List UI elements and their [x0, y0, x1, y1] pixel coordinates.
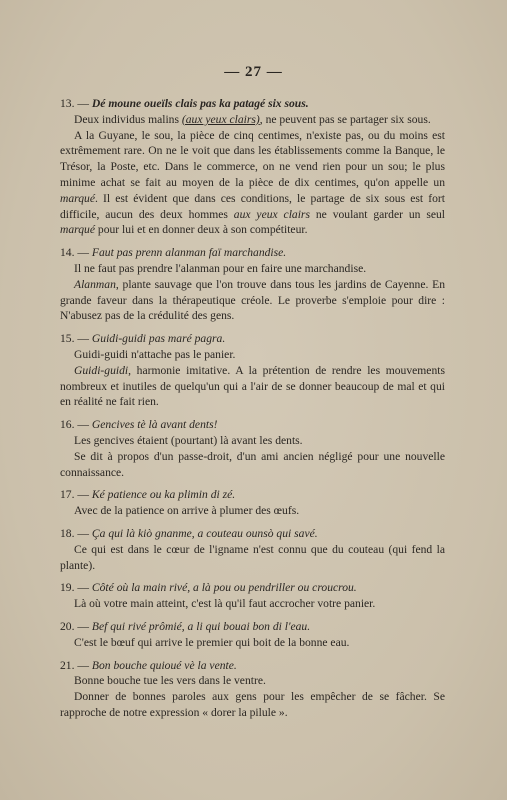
- dash: —: [77, 488, 89, 502]
- proverb-entry-18: [60, 526, 445, 573]
- proverb-entry-17: [60, 487, 445, 519]
- translation: [60, 433, 445, 449]
- emphasis: marqué: [60, 223, 95, 237]
- proverb-title: Ça qui là kiò gnanme, a couteau ounsò qui savé.: [91, 526, 318, 540]
- emphasis: marqué: [60, 191, 95, 205]
- proverb-heading: [60, 96, 445, 112]
- proverb-heading: [60, 526, 445, 542]
- proverb-number: 19.: [60, 581, 75, 595]
- proverb-title: Bef qui rivé prômié, a li qui bouai bon di l'eau.: [91, 619, 311, 633]
- proverb-number: 15.: [60, 332, 75, 346]
- text-segment: Avec de la patience on arrive à plumer des œufs.: [74, 504, 300, 518]
- commentary: [60, 277, 445, 324]
- translation: [60, 347, 445, 363]
- text-segment: Il ne faut pas prendre l'alanman pour en faire une marchandise.: [74, 261, 367, 275]
- dash: —: [77, 246, 89, 260]
- proverb-title: Gencives tè là avant dents!: [91, 418, 218, 432]
- translation: [60, 261, 445, 277]
- proverb-title: Faut pas prenn alanman faï marchandise.: [91, 246, 287, 260]
- text-segment: , ne peuvent pas se partager six sous.: [259, 112, 431, 126]
- text-segment: Se dit à propos d'un passe-droit, d'un ami ancien négligé pour une nouvelle connaissance.: [60, 449, 445, 479]
- commentary: [60, 449, 445, 481]
- text-segment: pour lui et en donner deux à son compétiteur.: [95, 223, 308, 237]
- dash: —: [77, 619, 89, 633]
- proverb-title: Côté où la main rivé, a là pou ou pendriller ou croucrou.: [91, 581, 357, 595]
- proverb-number: 14.: [60, 246, 75, 260]
- proverb-entry-21: [60, 658, 445, 721]
- proverb-heading: [60, 619, 445, 635]
- text-segment: . Il est évident que dans ces conditions, le partage de six sous est fort difficile, aucun des deux hommes: [60, 191, 445, 221]
- text-segment: Donner de bonnes paroles aux gens pour les empêcher de se fâcher. Se rapproche de notre expression « dorer la pilule ».: [60, 690, 445, 719]
- dash: —: [77, 332, 89, 346]
- text-segment: ne voulant garder un seul: [309, 207, 446, 221]
- page-number: — 27 —: [224, 64, 283, 80]
- proverb-heading: [60, 331, 445, 347]
- proverb-number: 16.: [60, 418, 75, 432]
- proverb-entry-15: [60, 331, 445, 410]
- text-segment: Ce qui est dans le cœur de l'igname n'est connu que du couteau (qui fend la plante).: [60, 542, 445, 572]
- translation: [60, 673, 445, 689]
- emphasis: Alanman: [74, 277, 116, 291]
- proverb-entry-20: [60, 619, 445, 651]
- proverb-title: Ké patience ou ka plimin di zé.: [91, 488, 236, 502]
- proverb-heading: [60, 658, 445, 674]
- text-segment: Là où votre main atteint, c'est là qu'il faut accrocher votre panier.: [74, 597, 376, 611]
- dash: —: [77, 526, 89, 540]
- text-segment: , plante sauvage que l'on trouve dans tous les jardins de Cayenne. En grande faveur dans la thérapeutique créole. Le proverbe s'emploie pour dire : N'abusez pas de la crédulité des gens.: [60, 277, 445, 323]
- commentary: [60, 689, 445, 721]
- dash: —: [77, 581, 89, 595]
- page-body: [60, 96, 445, 728]
- text-segment: C'est le bœuf qui arrive le premier qui boit de la bonne eau.: [74, 635, 350, 649]
- dash: —: [77, 658, 89, 672]
- proverb-heading: [60, 245, 445, 261]
- proverb-number: 18.: [60, 526, 75, 540]
- proverb-entry-14: [60, 245, 445, 324]
- text-segment: Les gencives étaient (pourtant) là avant les dents.: [74, 433, 303, 447]
- text-segment: A la Guyane, le sou, la pièce de cinq centimes, n'existe pas, ou du moins est extrêmement rare. On ne le voit que dans les établissements comme la Banque, le Trésor, la Poste, etc. Dans le commerce, on ne vend rien pour un sou; le plus minime achat se fait au moyen de la pièce de dix centimes, qu'on appelle un: [60, 128, 445, 189]
- proverb-heading: [60, 580, 445, 596]
- text-segment: Guidi-guidi n'attache pas le panier.: [74, 347, 236, 361]
- commentary: [60, 363, 445, 410]
- commentary: [60, 128, 445, 239]
- emphasis: (aux yeux clairs): [181, 112, 260, 126]
- proverb-heading: [60, 487, 445, 503]
- emphasis: Guidi-guidi: [74, 363, 129, 377]
- translation: [60, 596, 445, 612]
- proverb-number: 17.: [60, 488, 75, 502]
- dash: —: [77, 97, 89, 110]
- proverb-entry-19: [60, 580, 445, 612]
- translation: [60, 635, 445, 651]
- proverb-heading: [60, 417, 445, 433]
- translation: [60, 542, 445, 574]
- emphasis: aux yeux clairs: [233, 207, 310, 221]
- text-segment: , harmonie imitative. A la prétention de rendre les mouvements nombreux et inutiles de quelqu'un qui a l'air de se donner beaucoup de mal et qui en réalité ne fait rien.: [60, 363, 445, 409]
- text-segment: Deux individus malins: [74, 112, 182, 126]
- proverb-entry-13: [60, 96, 445, 238]
- proverb-title: Bon bouche quioué vè la vente.: [91, 658, 237, 672]
- proverb-number: 20.: [60, 619, 75, 633]
- proverb-title: Dé moune oueïls clais pas ka patagé six sous.: [91, 97, 309, 110]
- proverb-entry-16: [60, 417, 445, 480]
- text-segment: Bonne bouche tue les vers dans le ventre.: [74, 674, 266, 688]
- translation: [60, 112, 445, 128]
- dash: —: [77, 418, 89, 432]
- proverb-number: 13.: [60, 97, 75, 110]
- proverb-number: 21.: [60, 658, 75, 672]
- translation: [60, 503, 445, 519]
- proverb-title: Guidi-guidi pas maré pagra.: [91, 332, 226, 346]
